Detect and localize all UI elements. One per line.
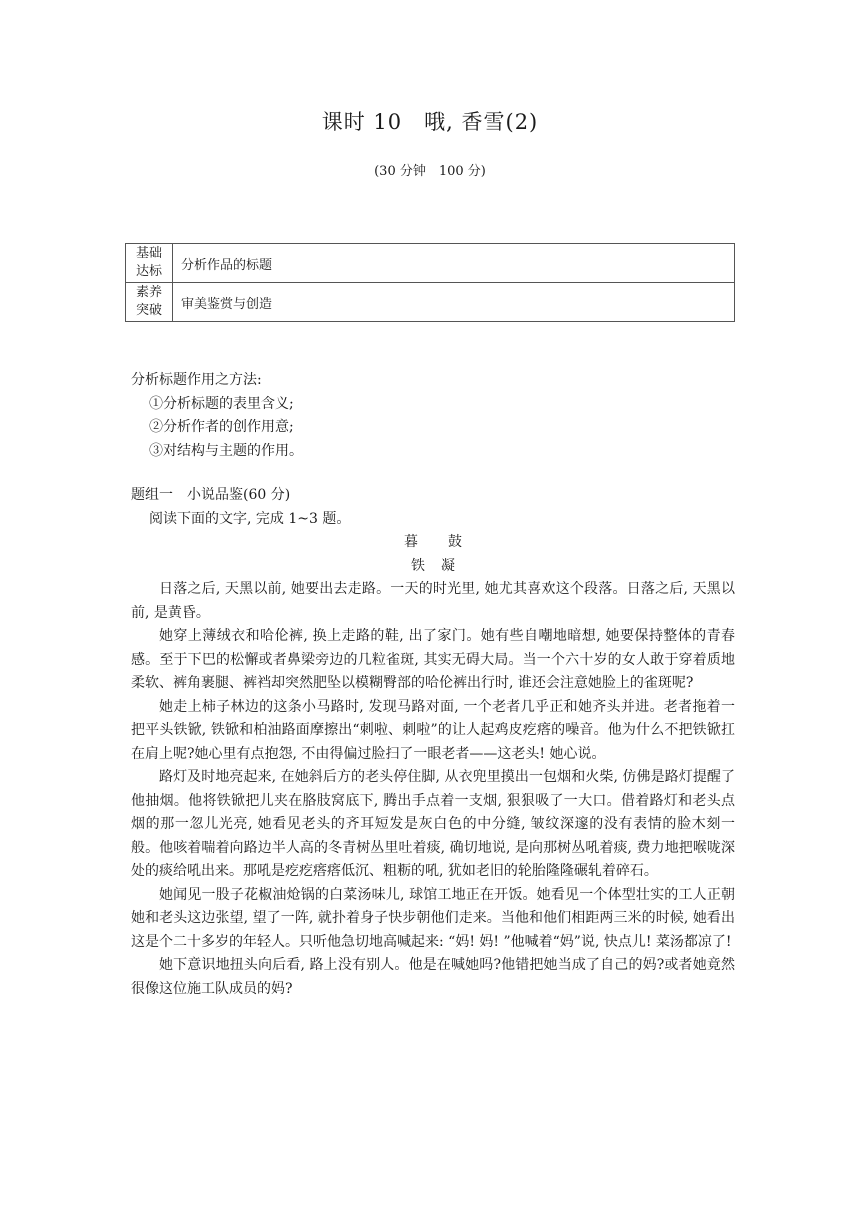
- method-item: ③对结构与主题的作用。: [149, 442, 303, 459]
- reading-section: [131, 484, 735, 1001]
- method-block: [131, 369, 735, 463]
- page-subtitle: (30 分钟 100 分): [374, 164, 486, 179]
- objective-content: 分析作品的标题: [173, 244, 735, 283]
- method-heading: 分析标题作用之方法:: [131, 372, 262, 388]
- story-paragraph: 日落之后, 天黑以前, 她要出去走路。一天的时光里, 她尤其喜欢这个段落。日落之后, 天黑以前, 是黄昏。: [131, 581, 735, 621]
- page-title: 课时 10 哦, 香雪(2): [321, 110, 539, 134]
- story-paragraph: 她下意识地扭头向后看, 路上没有别人。他是在喊她吗?他错把她当成了自己的妈?或者她竟然很像这位施工队成员的妈?: [131, 957, 735, 997]
- section-instruction: 阅读下面的文字, 完成 1~3 题。: [149, 510, 351, 527]
- method-item: ①分析标题的表里含义;: [149, 395, 294, 412]
- objective-content: 审美鉴赏与创造: [173, 283, 735, 322]
- method-item: ②分析作者的创作用意;: [149, 419, 294, 435]
- story-paragraph: 她穿上薄绒衣和哈伦裤, 换上走路的鞋, 出了家门。她有些自嘲地暗想, 她要保持整体的青春感。至于下巴的松懈或者鼻梁旁边的几粒雀斑, 其实无碍大局。当一个六十岁的女人敢于穿着质地柔软、裤角裹腿、裤裆却突然肥坠以模糊臀部的哈伦裤出行时, 谁还会注意她脸上的雀斑呢?: [131, 628, 735, 691]
- table-row: [126, 283, 735, 322]
- section-heading: 题组一 小说品鉴(60 分): [131, 487, 291, 503]
- story-paragraph: 她闻见一股子花椒油炝锅的白菜汤味儿, 球馆工地正在开饭。她看见一个体型壮实的工人正朝她和老头这边张望, 望了一阵, 就扑着身子快步朝他们走来。当他和他们相距两三米的时候, 她看出这是个二十多岁的年轻人。只听他急切地高喊起来: “妈! 妈! ”他喊着“妈”说, 快点儿! 菜汤都凉了!: [131, 886, 735, 950]
- story-title: 暮鼓: [404, 534, 492, 550]
- story-paragraph: 她走上柿子林边的这条小马路时, 发现马路对面, 一个老者几乎正和她齐头并进。老者拖着一把平头铁锨, 铁锨和柏油路面摩擦出“刺啦、刺啦”的让人起鸡皮疙瘩的噪音。他为什么不把铁锨扛在肩上呢?她心里有点抱怨, 不由得偏过脸扫了一眼老者——这老头! 她心说。: [131, 698, 735, 762]
- table-row: [126, 244, 735, 283]
- objective-label: 基础达标: [126, 244, 173, 283]
- objective-label: 素养突破: [126, 283, 173, 322]
- story-paragraph: 路灯及时地亮起来, 在她斜后方的老头停住脚, 从衣兜里摸出一包烟和火柴, 仿佛是路灯提醒了他抽烟。他将铁锨把儿夹在胳肢窝底下, 腾出手点着一支烟, 狠狠吸了一大口。借着路灯和老头点烟的那一忽儿光亮, 她看见老头的齐耳短发是灰白色的中分缝, 皱纹深邃的没有表情的脸木刻一般。他咳着喘着向路边半人高的冬青树丛里吐着痰, 确切地说, 是向那树丛吼着痰, 费力地把喉咙深处的痰给吼出来。那吼是疙疙瘩瘩低沉、粗粝的吼, 犹如老旧的轮胎隆隆碾轧着碎石。: [131, 769, 735, 879]
- objectives-table: [125, 243, 735, 322]
- story-author: 铁凝: [411, 557, 471, 574]
